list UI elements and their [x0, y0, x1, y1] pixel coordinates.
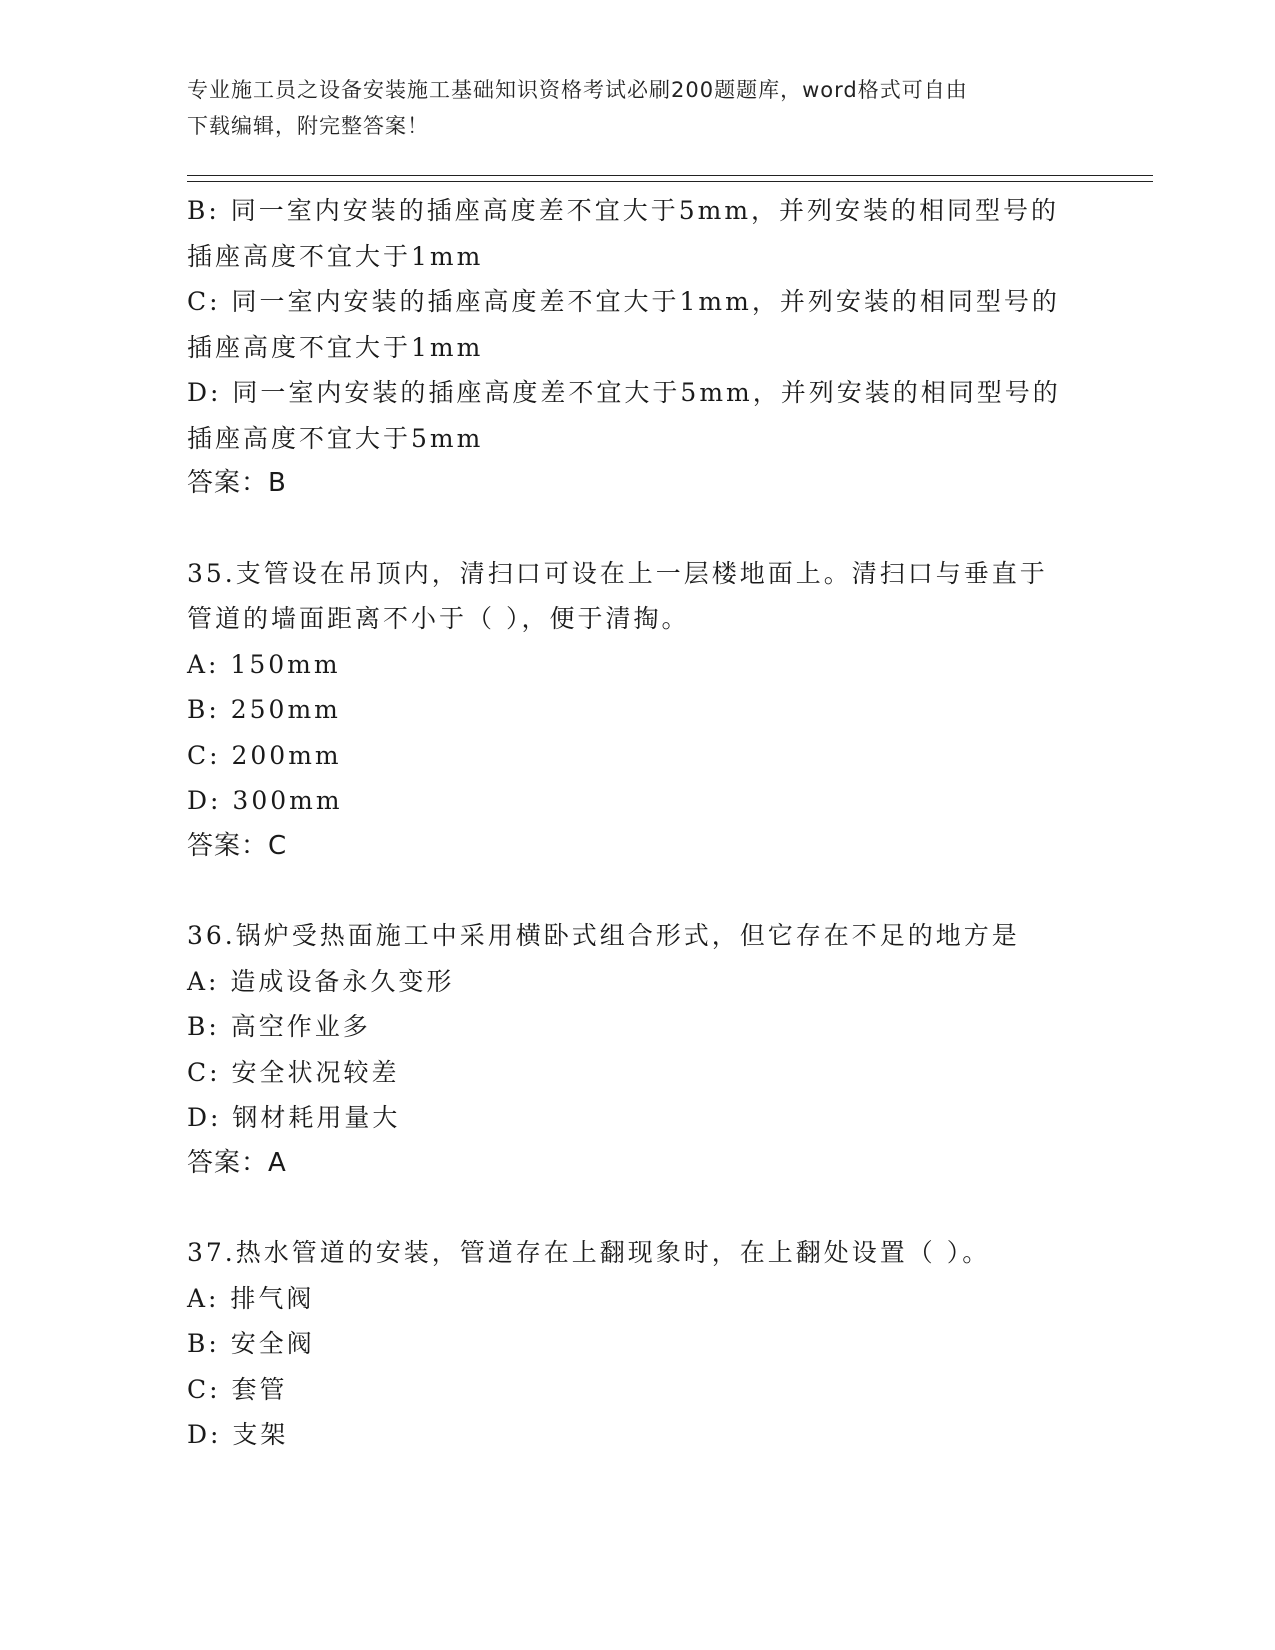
- option-b: B: 高空作业多: [187, 1012, 371, 1041]
- spacer: [187, 1186, 1087, 1230]
- question-stem-line-1: 37.热水管道的安装，管道存在上翻现象时，在上翻处设置（ ）。: [187, 1238, 991, 1267]
- question-36: [187, 913, 1087, 1186]
- option-d: D: 支架: [187, 1420, 289, 1449]
- answer-line: 答案：A: [187, 1147, 287, 1178]
- question-content: [187, 188, 1087, 1458]
- option-d: D: 钢材耗用量大: [187, 1103, 401, 1132]
- option-b-line-2: 插座高度不宜大于1mm: [187, 241, 484, 271]
- header-line-1: 专业施工员之设备安装施工基础知识资格考试必刷200题题库，word格式可自由: [187, 78, 968, 102]
- spacer: [187, 507, 1087, 551]
- option-b-line-1: B: 同一室内安装的插座高度差不宜大于5mm，并列安装的相同型号的: [187, 196, 1060, 225]
- answer-line: 答案：B: [187, 468, 287, 498]
- option-d-line-1: D: 同一室内安装的插座高度差不宜大于5mm，并列安装的相同型号的: [187, 378, 1061, 407]
- question-37: [187, 1230, 1087, 1458]
- answer-line: 答案：C: [187, 830, 288, 861]
- header-line-2: 下载编辑，附完整答案！: [187, 114, 429, 138]
- option-b: B: 250mm: [187, 695, 341, 724]
- option-a: A: 150mm: [187, 649, 341, 679]
- option-d-line-2: 插座高度不宜大于5mm: [187, 423, 484, 453]
- option-c: C: 套管: [187, 1374, 288, 1404]
- option-a: A: 排气阀: [187, 1283, 315, 1313]
- spacer: [187, 869, 1087, 913]
- option-c: C: 安全状况较差: [187, 1057, 400, 1087]
- question-35: [187, 551, 1087, 870]
- option-c-line-2: 插座高度不宜大于1mm: [187, 332, 484, 362]
- option-c-line-1: C: 同一室内安装的插座高度差不宜大于1mm，并列安装的相同型号的: [187, 287, 1060, 316]
- question-stem-line-1: 35.支管设在吊顶内，清扫口可设在上一层楼地面上。清扫口与垂直于: [187, 558, 1048, 588]
- question-stem-line-1: 36.锅炉受热面施工中采用横卧式组合形式，但它存在不足的地方是: [187, 921, 1020, 950]
- option-b: B: 安全阀: [187, 1329, 315, 1358]
- question-stem-line-2: 管道的墙面距离不小于（ ），便于清掏。: [187, 604, 690, 633]
- option-d: D: 300mm: [187, 786, 343, 815]
- document-header: [187, 72, 1067, 144]
- option-a: A: 造成设备永久变形: [187, 966, 455, 996]
- question-34-tail: [187, 188, 1087, 507]
- option-c: C: 200mm: [187, 740, 342, 770]
- header-divider: [187, 175, 1153, 182]
